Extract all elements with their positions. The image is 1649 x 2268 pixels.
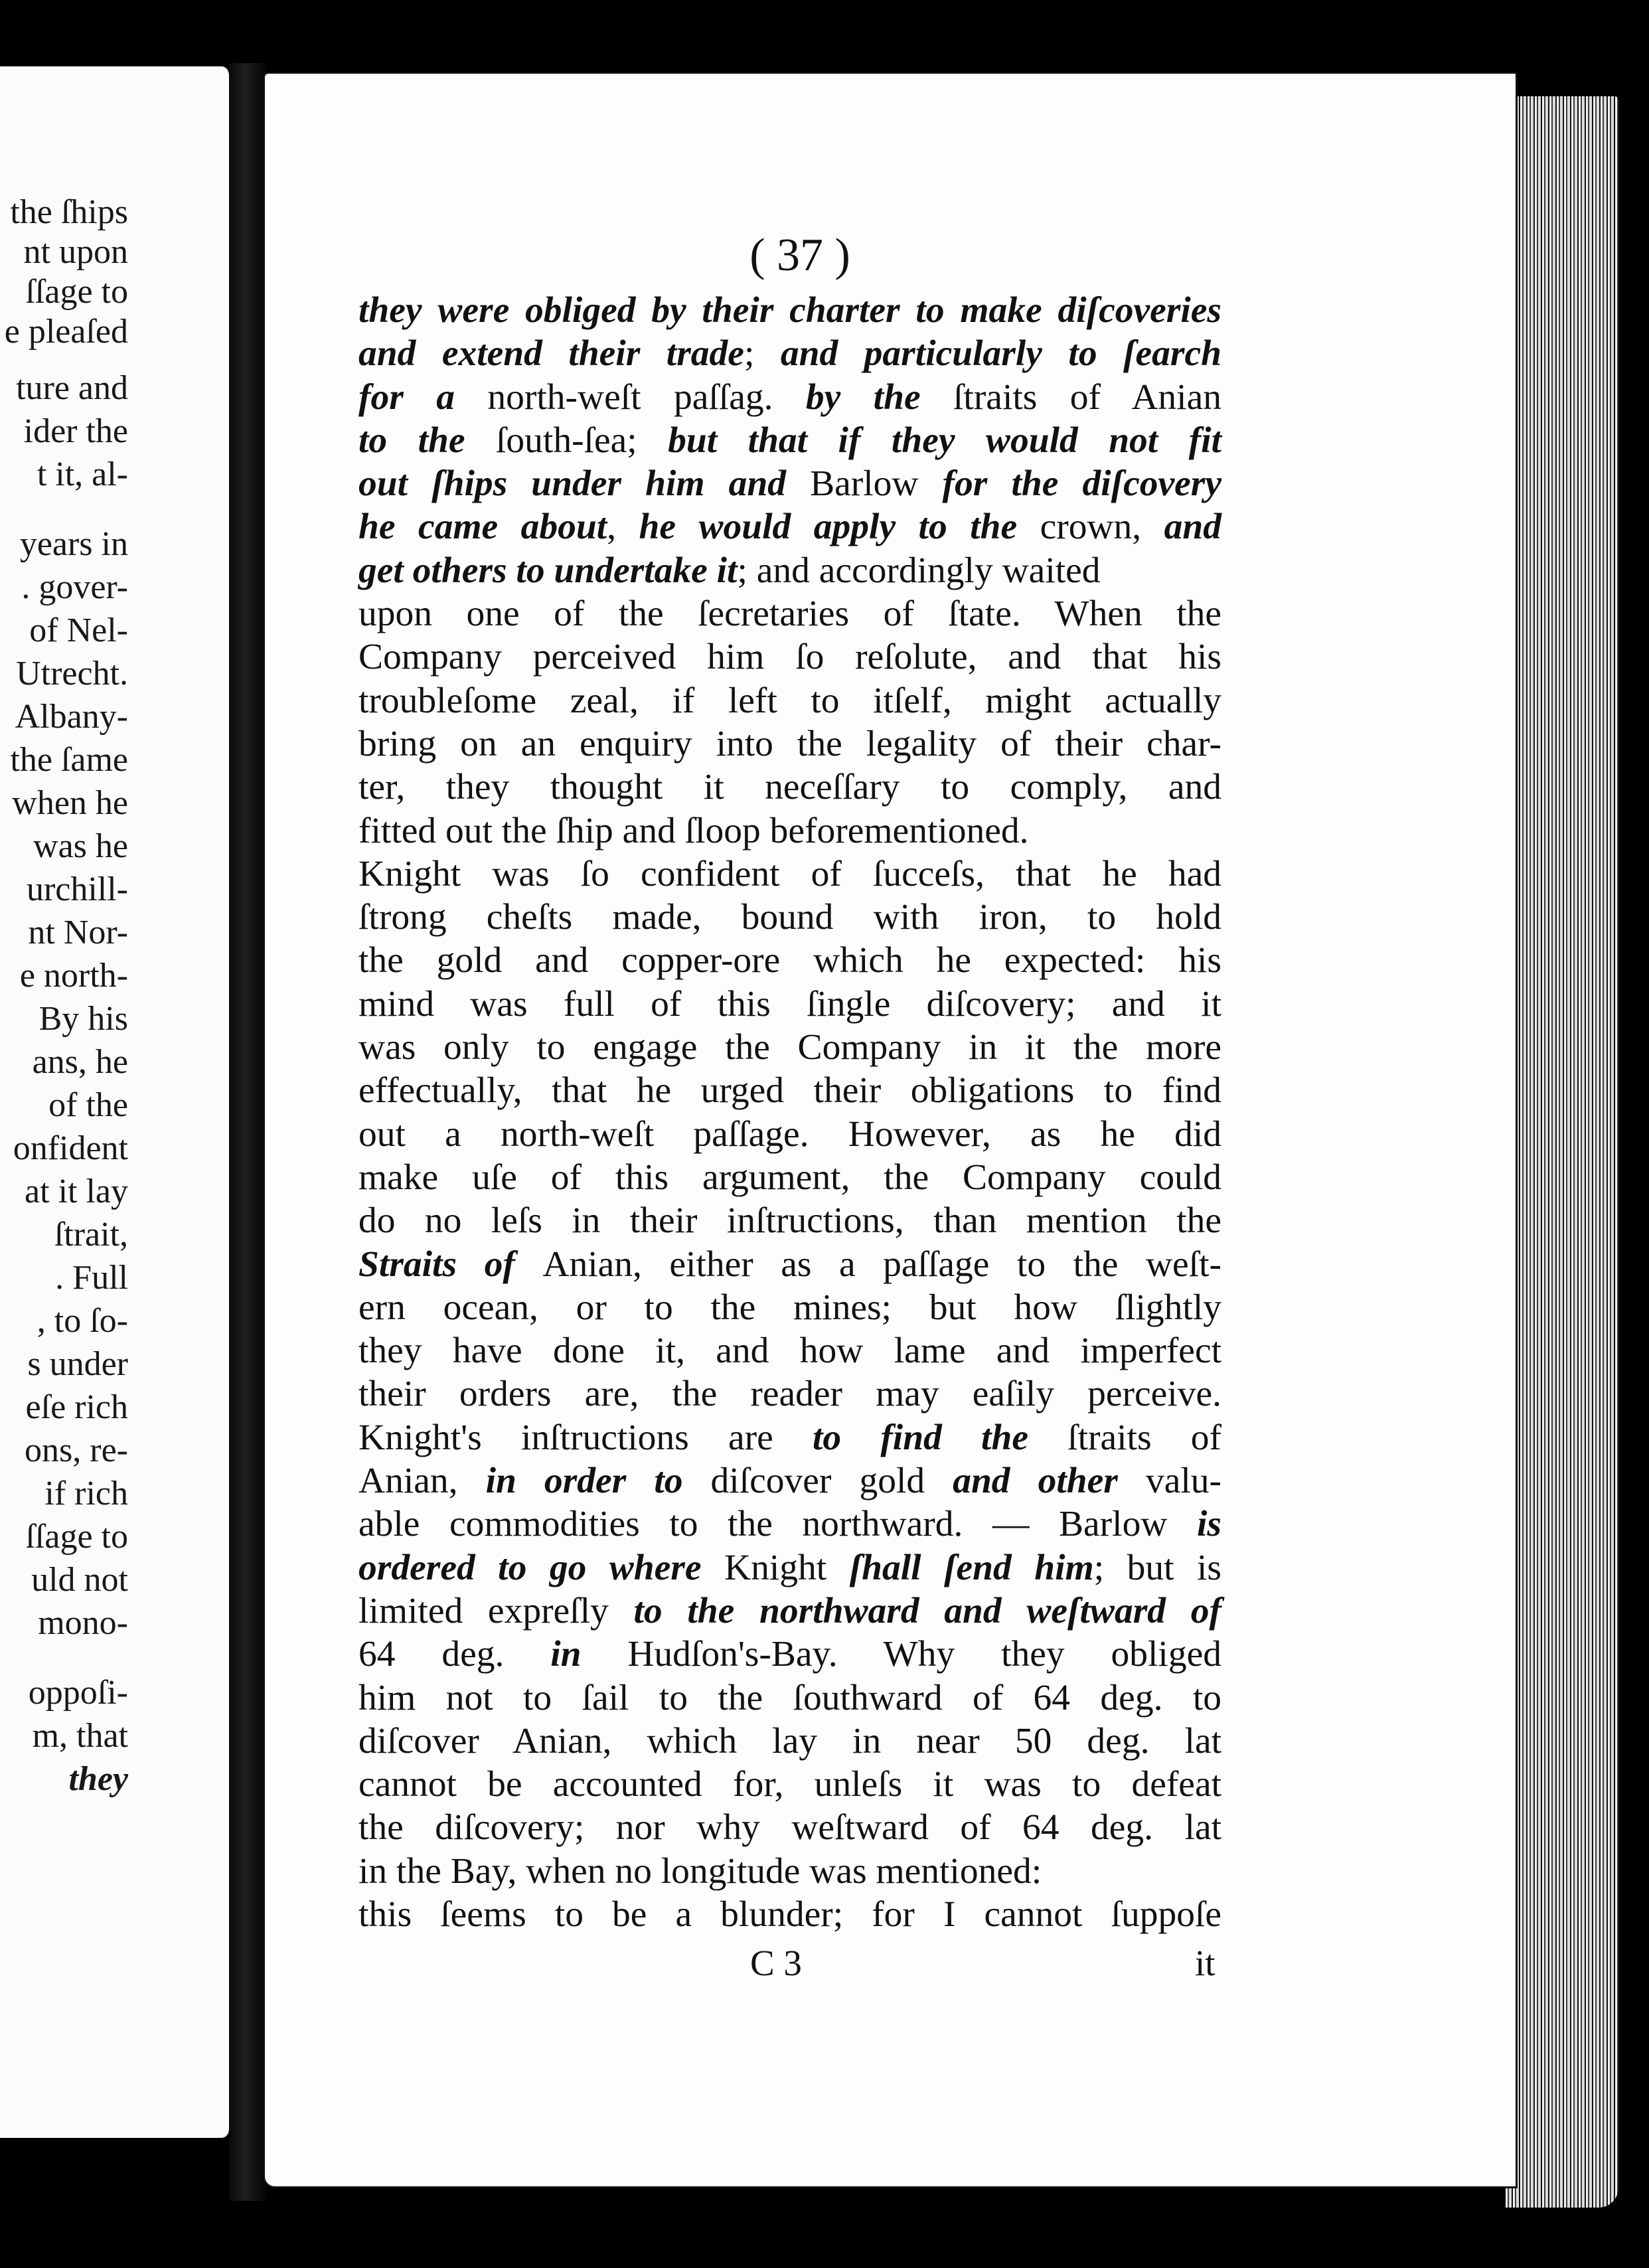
facing-page-line: nt upon (23, 233, 128, 271)
italic-run: to the (358, 420, 497, 461)
text-line (358, 1026, 1221, 1069)
facing-page-line: mono- (38, 1604, 128, 1642)
text-run: ; and accordingly waited (737, 550, 1101, 591)
text-run: ſtrong cheſts made, bound with iron, to hold (358, 897, 1221, 938)
text-line (358, 1243, 1221, 1286)
text-run: effectually, that he urged their obligations to find (358, 1070, 1221, 1111)
facing-page-line: oppoſi- (28, 1674, 128, 1712)
text-run: valu- (1145, 1461, 1221, 1502)
facing-page-line: ider the (23, 412, 128, 450)
text-line (358, 592, 1221, 635)
italic-run: they were obliged by their charter to make diſcoveries (358, 290, 1221, 331)
italic-run: in order to (485, 1461, 711, 1502)
text-line (358, 1329, 1221, 1372)
italic-run: is (1196, 1504, 1221, 1545)
facing-page-line: when he (12, 784, 128, 822)
text-run: do no leſs in their inſtructions, than mention the (358, 1200, 1221, 1242)
facing-page-line: , to ſo- (37, 1302, 128, 1340)
book-gutter (229, 63, 266, 2201)
facing-page-line: By his (39, 1000, 128, 1038)
facing-page-line: uld not (31, 1561, 128, 1599)
facing-page-line: ſſage to (25, 1518, 128, 1556)
text-run: their orders are, the reader may eaſily perceive. (358, 1374, 1221, 1415)
text-run: Knight's inſtructions are (358, 1417, 813, 1458)
text-line (358, 1156, 1221, 1199)
facing-page-line: onfident (13, 1129, 128, 1167)
italic-run: for a (358, 376, 488, 418)
text-line (358, 852, 1221, 896)
text-line (358, 462, 1221, 505)
text-line (358, 1372, 1221, 1416)
text-line (358, 1502, 1221, 1546)
facing-page-line: was he (33, 827, 128, 865)
text-line (358, 635, 1221, 679)
text-run: ern ocean, or to the mines; but how ſlightly (358, 1287, 1221, 1328)
italic-run: out ſhips under him and (358, 463, 811, 505)
facing-page-left (0, 66, 231, 2138)
facing-page-line: urchill- (26, 870, 128, 908)
text-run: fitted out the ſhip and ſloop beforementioned. (358, 810, 1029, 851)
text-line (358, 722, 1221, 766)
facing-page-line: of the (48, 1086, 128, 1124)
italic-run: ordered to go where (358, 1547, 724, 1588)
text-line (358, 549, 1221, 592)
text-line (358, 332, 1221, 375)
text-run: ſouth-ſea; (496, 420, 668, 461)
text-run: make uſe of this argument, the Company could (358, 1157, 1221, 1198)
text-run: Knight (724, 1547, 850, 1588)
italic-run: and other (953, 1461, 1146, 1502)
facing-page-line: of Nel- (29, 611, 128, 649)
text-line (358, 1069, 1221, 1112)
text-run: Barlow (810, 463, 943, 505)
text-run: limited expreſly (358, 1590, 634, 1631)
text-line (358, 939, 1221, 982)
text-line (358, 1459, 1221, 1502)
text-line (358, 1720, 1221, 1763)
italic-run: to find the (812, 1417, 1068, 1458)
text-run: him not to ſail to the ſouthward of 64 deg. to (358, 1677, 1221, 1718)
italic-run: but that if they would not fit (668, 420, 1222, 461)
facing-page-line: nt Nor- (28, 914, 128, 951)
facing-page-line: m, that (32, 1717, 128, 1755)
italic-run: in (550, 1634, 628, 1675)
text-run: was only to engage the Company in it the more (358, 1027, 1221, 1068)
facing-page-line: ture and (16, 369, 128, 407)
text-run: Hudſon's-Bay. Why they obliged (627, 1634, 1221, 1675)
text-run: the gold and copper-ore which he expected: his (358, 940, 1221, 981)
italic-run: he came about (358, 507, 607, 548)
text-run: in the Bay, when no longitude was mentioned: (358, 1850, 1042, 1892)
text-line (358, 1806, 1221, 1849)
facing-page-line: if rich (44, 1475, 128, 1512)
text-run: Knight was ſo confident of ſucceſs, that he had (358, 853, 1221, 894)
text-run: 64 deg. (358, 1634, 551, 1675)
text-line (358, 1850, 1221, 1893)
facing-page-line: at it lay (25, 1173, 128, 1210)
catchword: it (1195, 1943, 1216, 1983)
text-line (358, 1113, 1221, 1156)
page-number: ( 37 ) (749, 230, 850, 281)
text-line (358, 896, 1221, 939)
italic-run: Straits of (358, 1244, 543, 1285)
facing-page-line: the ſame (10, 741, 128, 779)
facing-page-line: they (68, 1760, 128, 1798)
text-run: north-weſt paſſag. (487, 376, 806, 418)
facing-page-line: s under (27, 1345, 128, 1383)
italic-run: ſhall ſend him (849, 1547, 1094, 1588)
facing-page-line: ans, he (32, 1043, 128, 1081)
body-text (358, 289, 1221, 1936)
facing-page-line: ſtrait, (54, 1216, 128, 1254)
text-line (358, 766, 1221, 809)
text-run: diſcover Anian, which lay in near 50 deg. lat (358, 1720, 1221, 1761)
facing-page-line: Albany- (15, 698, 128, 736)
text-run: ſtraits of Anian (953, 376, 1221, 418)
text-line (358, 1676, 1221, 1720)
text-line (358, 289, 1221, 332)
text-line (358, 505, 1221, 548)
facing-page-line: eſe rich (25, 1388, 128, 1426)
text-line (358, 1546, 1221, 1589)
text-run: Anian, either as a paſſage to the weſt- (542, 1244, 1221, 1285)
text-line (358, 1633, 1221, 1676)
facing-page-line: e pleaſed (4, 313, 128, 351)
text-run: they have done it, and how lame and imperfect (358, 1331, 1221, 1372)
text-run: , (607, 507, 639, 548)
facing-page-line: . gover- (21, 568, 128, 606)
text-run: crown, (1040, 507, 1164, 548)
text-line (358, 983, 1221, 1026)
facing-page-line: years in (19, 525, 128, 563)
italic-run: and extend their trade (358, 333, 744, 374)
text-run: cannot be accounted for, unleſs it was to defeat (358, 1764, 1221, 1805)
text-run: diſcover gold (710, 1461, 953, 1502)
text-run: bring on an enquiry into the legality of their char- (358, 723, 1221, 764)
text-line (358, 1589, 1221, 1633)
italic-run: he would apply to the (639, 507, 1040, 548)
text-line (358, 809, 1221, 852)
facing-page-line: ſſage to (25, 273, 128, 311)
italic-run: by the (805, 376, 953, 418)
italic-run: and (1164, 507, 1222, 548)
facing-page-line: . Full (55, 1259, 128, 1297)
text-line (358, 679, 1221, 722)
background-edge (1618, 20, 1649, 2268)
italic-run: for the diſcovery (942, 463, 1221, 505)
facing-page-line: the ſhips (10, 193, 128, 231)
text-run: ſtraits of (1067, 1417, 1221, 1458)
signature-mark: C 3 (750, 1943, 802, 1983)
text-line (358, 376, 1221, 419)
text-run: the diſcovery; nor why weſtward of 64 deg. lat (358, 1807, 1221, 1848)
text-run: ; (744, 333, 781, 374)
facing-page-line: ons, re- (25, 1431, 128, 1469)
text-line (358, 1199, 1221, 1242)
italic-run: and particularly to ſearch (780, 333, 1222, 374)
page-edges (1506, 96, 1618, 2208)
text-line (358, 1763, 1221, 1806)
facing-page-line: e north- (19, 957, 128, 995)
italic-run: get others to undertake it (358, 550, 738, 591)
text-run: upon one of the ſecretaries of ſtate. When the (358, 594, 1221, 635)
text-run: able commodities to the northward. — Barlow (358, 1504, 1197, 1545)
text-line (358, 1416, 1221, 1459)
text-run: Anian, (358, 1461, 486, 1502)
facing-page-line: Utrecht. (16, 655, 128, 692)
text-run: Company perceived him ſo reſolute, and that his (358, 637, 1221, 678)
text-run: mind was full of this ſingle diſcovery; and it (358, 983, 1221, 1024)
text-line (358, 1286, 1221, 1329)
text-run: this ſeems to be a blunder; for I cannot ſuppoſe (358, 1894, 1221, 1935)
text-line (358, 419, 1221, 462)
facing-page-line: t it, al- (37, 455, 128, 493)
italic-run: to the northward and weſtward of (633, 1590, 1221, 1631)
text-run: out a north-weſt paſſage. However, as he did (358, 1113, 1221, 1155)
text-run: troubleſome zeal, if left to itſelf, might actually (358, 680, 1221, 721)
text-run: ; but is (1093, 1547, 1221, 1588)
text-line (358, 1893, 1221, 1936)
text-run: ter, they thought it neceſſary to comply, and (358, 767, 1221, 808)
